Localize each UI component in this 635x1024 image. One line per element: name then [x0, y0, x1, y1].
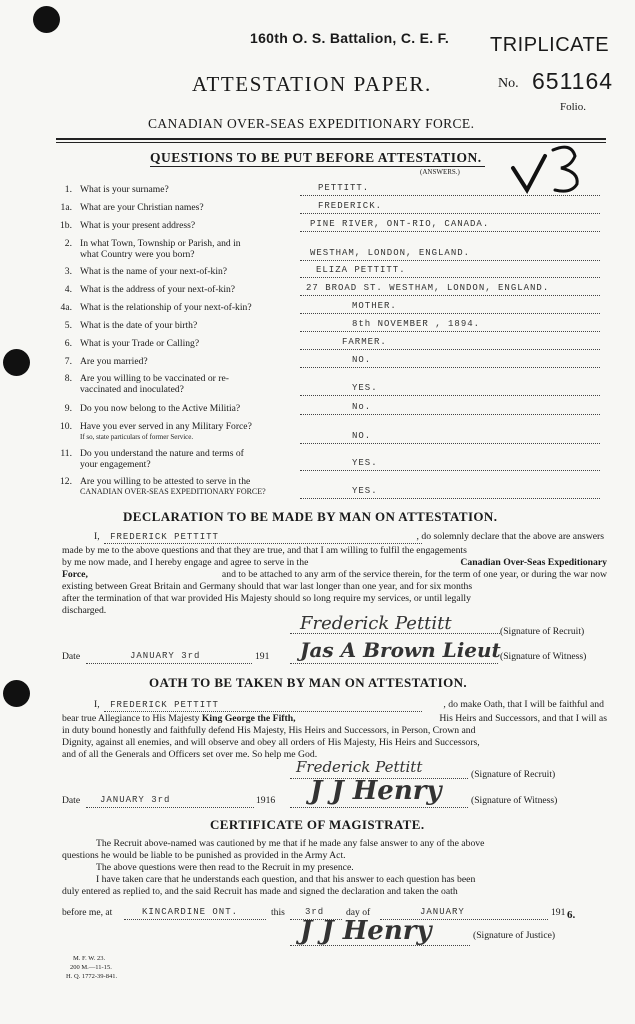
question-text: Are you willing to be attested to serve in the: [80, 476, 251, 487]
question-number: 10.: [60, 421, 72, 432]
oath-line-1: [94, 699, 604, 712]
oath-recruit-signature: Frederick Pettitt: [296, 758, 423, 776]
question-answer: FARMER.: [342, 337, 387, 347]
oath-heading: OATH TO BE TAKEN BY MAN ON ATTESTATION.: [149, 675, 468, 690]
magistrate-line-4: I have taken care that he understands each question, and that his answer to each question has been: [96, 874, 476, 885]
question-answer: MOTHER.: [352, 301, 397, 311]
magistrate-before-label: before me, at: [62, 907, 113, 918]
question-text: Have you ever served in any Military Force?: [80, 421, 252, 432]
question-number: 4a.: [60, 302, 72, 313]
magistrate-year-suffix: 6.: [567, 909, 576, 921]
question-text: What is your Trade or Calling?: [80, 338, 200, 349]
questions-heading: QUESTIONS TO BE PUT BEFORE ATTESTATION.: [150, 150, 482, 165]
question-text-continued: what Country were you born?: [80, 249, 195, 260]
footer-hq-ref: H. Q. 1772-39-841.: [66, 973, 118, 980]
answer-line: [300, 395, 600, 396]
magistrate-line-2: questions he would be liable to be punished as provided in the Army Act.: [62, 850, 346, 861]
force-title: CANADIAN OVER-SEAS EXPEDITIONARY FORCE.: [148, 116, 475, 131]
answer-line: [300, 213, 600, 214]
answer-line: [300, 331, 600, 332]
answer-line: [300, 443, 600, 444]
answer-line: [300, 367, 600, 368]
magistrate-place: KINCARDINE ONT.: [142, 907, 239, 917]
question-number: 2.: [64, 238, 72, 249]
answers-label: (ANSWERS.): [420, 168, 460, 176]
declaration-line-4b: and to be attached to any arm of the service therein, for the term of one year, or during the war now: [221, 569, 607, 580]
question-number: 1a.: [60, 202, 72, 213]
answer-line: [300, 414, 600, 415]
question-text-continued: If so, state particulars of former Service.: [80, 433, 194, 441]
justice-sig-line: [290, 945, 470, 946]
declaration-line-4: [62, 569, 607, 582]
oath-witness-signature: J J Henry: [310, 776, 442, 806]
oath-line-4: Dignity, against all enemies, and will observe and obey all orders of His Majesty, His Heirs and Successors,: [62, 737, 480, 748]
question-answer: NO.: [352, 431, 372, 441]
question-text: In what Town, Township or Parish, and in: [80, 238, 241, 249]
justice-sig-label: (Signature of Justice): [473, 930, 556, 941]
regimental-number: 651164: [532, 68, 614, 94]
answer-line: [300, 498, 600, 499]
question-number: 4.: [64, 284, 72, 295]
punch-hole-top: [33, 6, 60, 33]
declaration-witness-sig-line: [290, 663, 498, 664]
margin-mark-23: [505, 138, 590, 198]
declaration-line-2: made by me to the above questions and that they are true, and that I am willing to fulfil the engagements: [62, 545, 467, 556]
answer-line: [300, 260, 600, 261]
question-answer: 27 BROAD ST. WESTHAM, LONDON, ENGLAND.: [306, 283, 550, 293]
oath-line-2a: bear true Allegiance to His Majesty: [62, 713, 200, 724]
triplicate-stamp: TRIPLICATE: [490, 34, 610, 56]
magistrate-year-prefix: 191: [551, 907, 566, 918]
magistrate-this-label: this: [271, 907, 285, 918]
footer-print-run: 200 M.—11-15.: [70, 964, 112, 971]
declaration-line-1: [94, 531, 604, 544]
page-title: ATTESTATION PAPER.: [192, 72, 432, 96]
declaration-date: JANUARY 3rd: [130, 651, 201, 661]
question-text: What is your surname?: [80, 184, 169, 195]
declaration-year-prefix: 191: [255, 651, 270, 662]
answer-line: [300, 231, 600, 232]
question-text-continued: your engagement?: [80, 459, 151, 470]
magistrate-day: 3rd: [305, 907, 325, 917]
answer-line: [300, 277, 600, 278]
oath-date-line: [86, 807, 254, 808]
question-number: 1b.: [60, 220, 72, 231]
answer-line: [300, 195, 600, 196]
question-number: 1.: [64, 184, 72, 195]
magistrate-heading: CERTIFICATE OF MAGISTRATE.: [210, 817, 425, 832]
question-text: Do you understand the nature and terms of: [80, 448, 244, 459]
question-number: 9.: [64, 403, 72, 414]
declaration-line-1-tail: , do solemnly declare that the above are answers: [416, 531, 604, 542]
magistrate-line-1: The Recruit above-named was cautioned by me that if he made any false answer to any of the above: [96, 838, 485, 849]
declaration-witness-sig-label: (Signature of Witness): [500, 651, 587, 662]
declaration-witness-signature: Jas A Brown Lieut: [300, 638, 501, 662]
oath-line-2b: King George the Fifth,: [201, 713, 296, 724]
questions-heading-underline: [150, 166, 485, 167]
magistrate-day-of-label: day of: [346, 907, 371, 918]
question-text: What are your Christian names?: [80, 202, 204, 213]
declaration-line-4a: Force,: [62, 569, 88, 580]
declaration-name-line: [104, 543, 422, 544]
margin-mark-stroke-2: [513, 156, 545, 190]
question-text: What is the name of your next-of-kin?: [80, 266, 228, 277]
question-answer: NO.: [352, 355, 372, 365]
answer-line: [300, 313, 600, 314]
question-number: 8.: [64, 373, 72, 384]
declaration-line-7: discharged.: [62, 605, 107, 616]
question-text: Do you now belong to the Active Militia?: [80, 403, 241, 414]
oath-name: FREDERICK PETTITT: [110, 700, 219, 710]
oath-line-2: [62, 713, 607, 726]
oath-date-label: Date: [62, 795, 81, 806]
magistrate-line-3: The above questions were then read to the Recruit in my presence.: [96, 862, 354, 873]
declaration-intro: I,: [94, 531, 100, 542]
question-text: What is the relationship of your next-of-kin?: [80, 302, 252, 313]
declaration-date-label: Date: [62, 651, 81, 662]
declaration-line-5: existing between Great Britain and Germany should that war last longer than one year, and for six months: [62, 581, 473, 592]
question-number: 12.: [60, 476, 72, 487]
punch-hole-lower: [3, 680, 30, 707]
question-answer: WESTHAM, LONDON, ENGLAND.: [310, 248, 471, 258]
magistrate-place-line: [124, 919, 266, 920]
oath-line-2c: His Heirs and Successors, and that I will as: [439, 713, 607, 724]
question-answer: No.: [352, 402, 372, 412]
declaration-line-3b: Canadian Over-Seas Expeditionary: [460, 557, 607, 568]
declaration-heading: DECLARATION TO BE MADE BY MAN ON ATTESTATION.: [123, 509, 498, 524]
question-text: What is the date of your birth?: [80, 320, 198, 331]
question-answer: YES.: [352, 458, 378, 468]
question-answer: YES.: [352, 486, 378, 496]
number-label: No.: [498, 76, 519, 91]
question-number: 6.: [64, 338, 72, 349]
question-answer: 8th NOVEMBER , 1894.: [352, 319, 481, 329]
question-text: What is the address of your next-of-kin?: [80, 284, 236, 295]
declaration-date-line: [86, 663, 252, 664]
question-answer: PETTITT.: [318, 183, 370, 193]
oath-witness-sig-label: (Signature of Witness): [471, 795, 558, 806]
answer-line: [300, 295, 600, 296]
question-text: Are you willing to be vaccinated or re-: [80, 373, 229, 384]
oath-line-3: in duty bound honestly and faithfully defend His Majesty, His Heirs and Successors, in Person, Crown and: [62, 725, 476, 736]
oath-recruit-sig-label: (Signature of Recruit): [471, 769, 556, 780]
oath-name-line: [104, 711, 422, 712]
answer-line: [300, 349, 600, 350]
question-text-continued: vaccinated and inoculated?: [80, 384, 184, 395]
declaration-name: FREDERICK PETTITT: [110, 532, 219, 542]
margin-mark-stroke-3: [553, 147, 577, 191]
declaration-line-3a: by me now made, and I hereby engage and agree to serve in the: [62, 557, 309, 568]
magistrate-month: JANUARY: [420, 907, 465, 917]
declaration-line-3: [62, 557, 607, 570]
battalion-stamp: 160th O. S. Battalion, C. E. F.: [250, 30, 450, 46]
declaration-line-6: after the termination of that war provided His Majesty should so long require my services, or until legally: [62, 593, 471, 604]
oath-witness-sig-line: [290, 807, 468, 808]
question-text: Are you married?: [80, 356, 148, 367]
question-text: What is your present address?: [80, 220, 196, 231]
question-answer: FREDERICK.: [318, 201, 383, 211]
oath-line-5: and of all the Generals and Officers set over me. So help me God.: [62, 749, 318, 760]
justice-signature: J J Henry: [300, 916, 432, 946]
question-number: 5.: [64, 320, 72, 331]
question-answer: YES.: [352, 383, 378, 393]
punch-hole-middle: [3, 349, 30, 376]
declaration-recruit-signature: Frederick Pettitt: [300, 613, 452, 634]
answer-line: [300, 470, 600, 471]
question-number: 11.: [60, 448, 72, 459]
magistrate-line-5: duly entered as replied to, and the said Recruit has made and signed the declaration and taken the oath: [62, 886, 458, 897]
question-text-continued: CANADIAN OVER-SEAS EXPEDITIONARY FORCE?: [80, 487, 266, 496]
oath-date: JANUARY 3rd: [100, 795, 171, 805]
oath-intro: I,: [94, 699, 100, 710]
folio-label: Folio.: [560, 101, 586, 113]
question-answer: ELIZA PETTITT.: [316, 265, 406, 275]
footer-form-code: M. F. W. 23.: [73, 955, 106, 962]
declaration-recruit-sig-label: (Signature of Recruit): [500, 626, 585, 637]
question-number: 7.: [64, 356, 72, 367]
declaration-recruit-sig-line: [290, 633, 500, 634]
question-answer: PINE RIVER, ONT-RIO, CANADA.: [310, 219, 490, 229]
oath-year: 1916: [256, 795, 276, 806]
question-number: 3.: [64, 266, 72, 277]
oath-line-1-tail: , do make Oath, that I will be faithful and: [443, 699, 604, 710]
